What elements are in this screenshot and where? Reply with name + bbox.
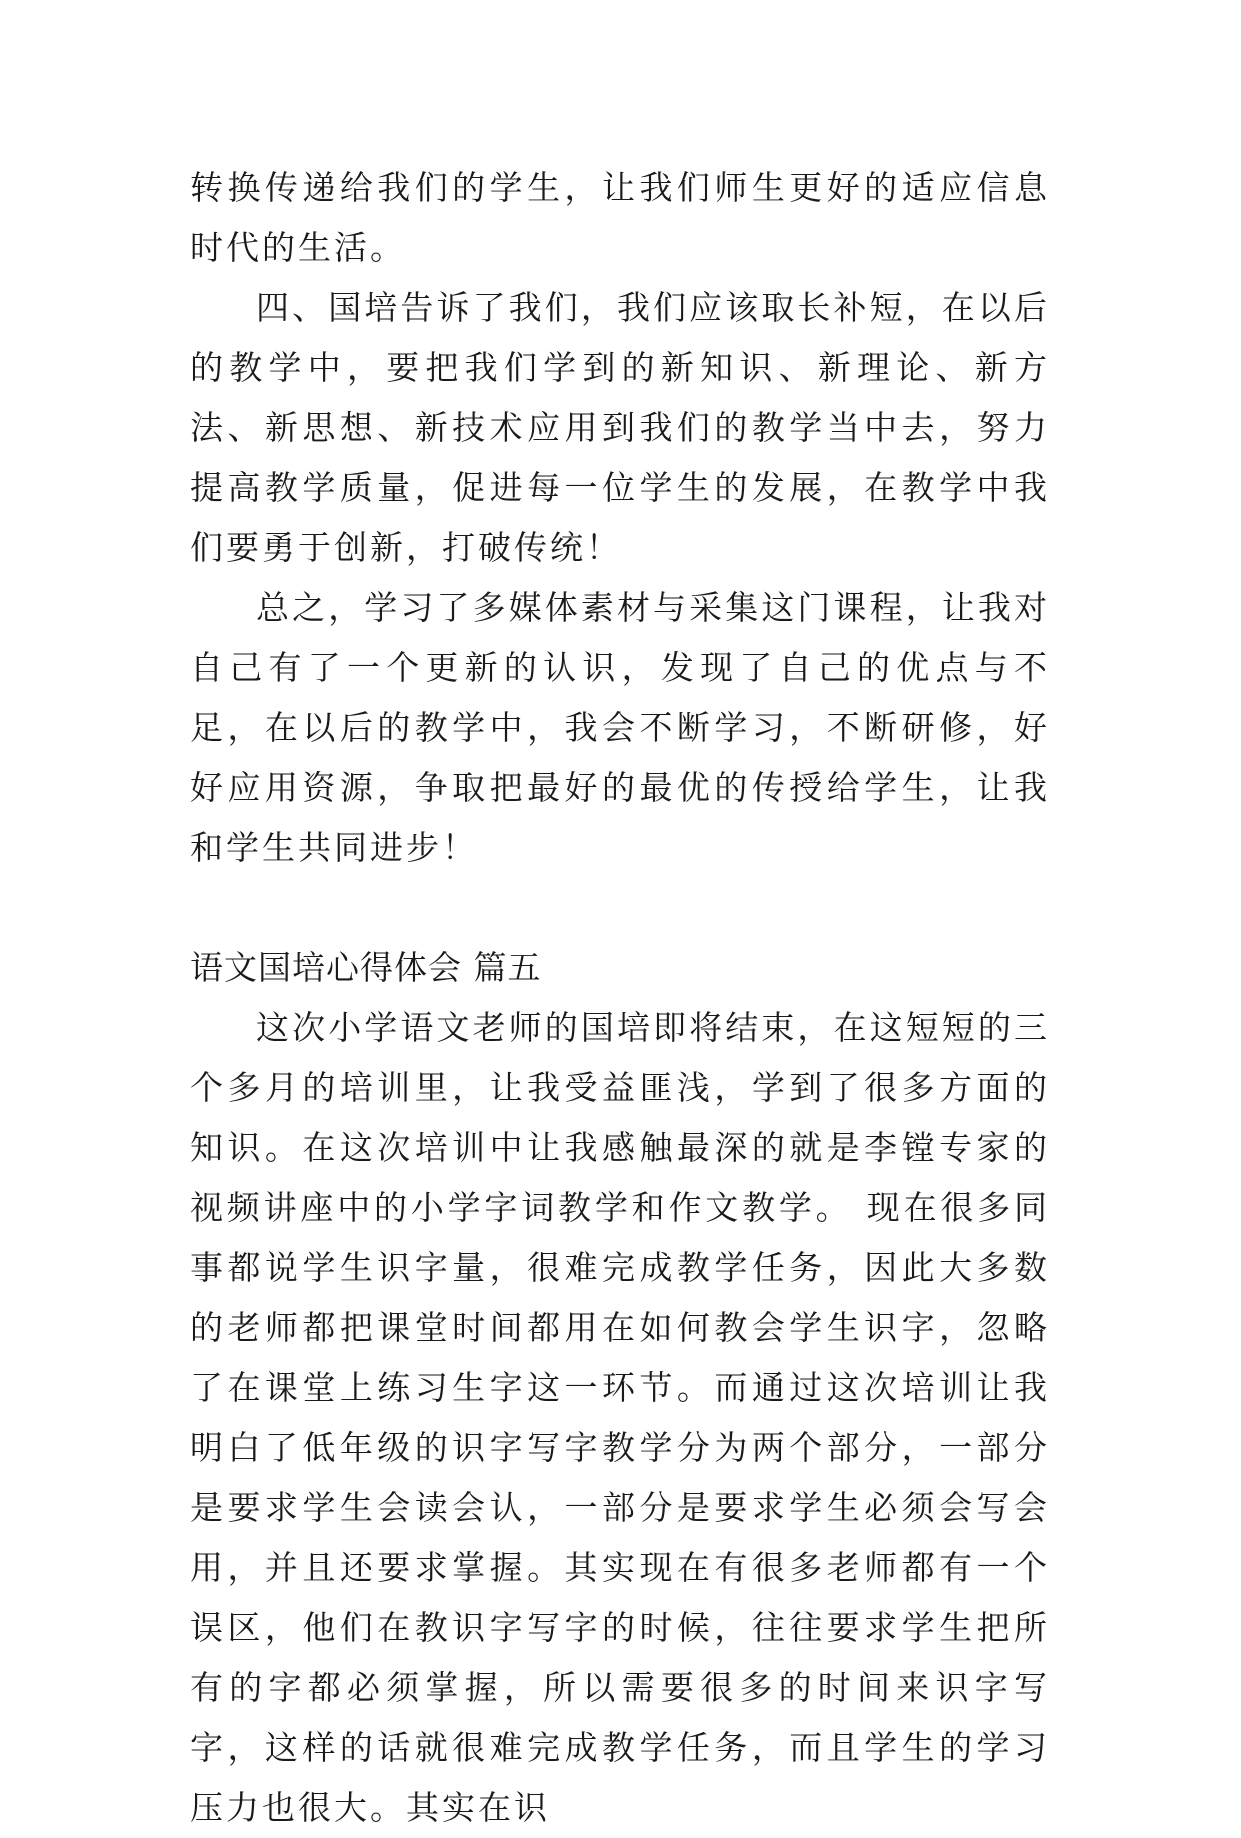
paragraph-section-five-body: 这次小学语文老师的国培即将结束，在这短短的三个多月的培训里，让我受益匪浅，学到了很多方面的知识。在这次培训中让我感触最深的就是李镗专家的视频讲座中的小学字词教学和作文教学。 现在很多同事都说学生识字量，很难完成教学任务，因此大多数的老师都把课堂时间都用在如何教会学生识字，忽略了在课堂上练习生字这一环节。而通过这次培训让我明白了低年级的识字写字教学分为两个部分，一部分是要求学生会读会认，一部分是要求学生必须会写会用，并且还要求掌握。其实现在有很多老师都有一个误区，他们在教识字写字的时候，往往要求学生把所有的字都必须掌握，所以需要很多的时间来识字写字，这样的话就很难完成教学任务，而且学生的学习压力也很大。其实在识 xyxy=(190,1008,1050,1827)
paragraph-summary: 总之，学习了多媒体素材与采集这门课程，让我对自己有了一个更新的认识，发现了自己的优点与不足，在以后的教学中，我会不断学习，不断研修，好好应用资源，争取把最好的最优的传授给学生，让我和学生共同进步！ xyxy=(190,588,1050,867)
document-body xyxy=(190,158,1050,1838)
section-gap xyxy=(190,878,1050,938)
paragraph-point-four: 四、国培告诉了我们，我们应该取长补短，在以后的教学中，要把我们学到的新知识、新理论、新方法、新思想、新技术应用到我们的教学当中去，努力提高教学质量，促进每一位学生的发展，在教学中我们要勇于创新，打破传统！ xyxy=(190,288,1050,567)
section-heading: 语文国培心得体会 篇五 xyxy=(190,948,542,987)
paragraph-continuation: 转换传递给我们的学生，让我们师生更好的适应信息时代的生活。 xyxy=(190,168,1050,267)
